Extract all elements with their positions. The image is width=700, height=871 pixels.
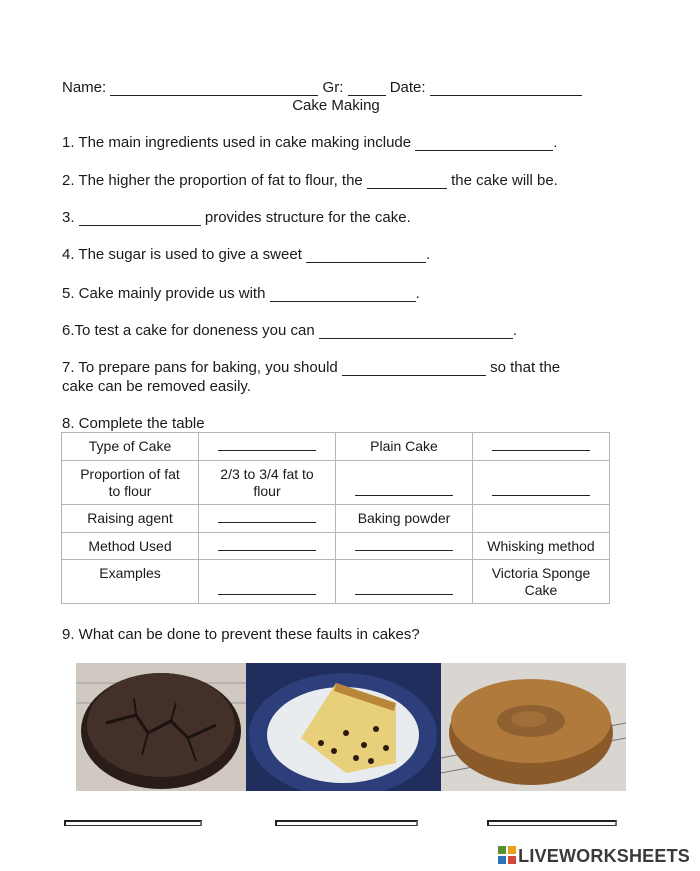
date-label: Date: bbox=[389, 79, 426, 96]
question-1-text: 1. The main ingredients used in cake making include bbox=[62, 134, 412, 151]
table-cell-empty[interactable] bbox=[473, 505, 610, 533]
row-label-method: Method Used bbox=[62, 533, 199, 560]
question-2 bbox=[62, 171, 558, 190]
table-cell-victoria bbox=[473, 560, 610, 604]
table-cell-blank[interactable] bbox=[473, 433, 610, 461]
table-cell-blank[interactable] bbox=[473, 461, 610, 505]
liveworksheets-brand bbox=[498, 846, 690, 867]
question-1 bbox=[62, 133, 557, 152]
proportion-line1: 2/3 to 3/4 fat to bbox=[220, 465, 314, 482]
question-4 bbox=[62, 245, 430, 264]
table-cell-blank[interactable] bbox=[336, 461, 473, 505]
question-2-text: 2. The higher the proportion of fat to flour, the bbox=[62, 172, 363, 189]
question-5-end: . bbox=[415, 285, 420, 302]
row-label-proportion-line2: to flour bbox=[108, 482, 152, 499]
question-6-text: 6.To test a cake for doneness you can bbox=[62, 322, 315, 339]
question-5-text: 5. Cake mainly provide us with bbox=[62, 285, 266, 302]
question-5 bbox=[62, 284, 420, 303]
question-2-end: the cake will be. bbox=[451, 172, 558, 189]
grade-field[interactable] bbox=[348, 81, 386, 96]
date-field[interactable] bbox=[430, 81, 582, 96]
table-row bbox=[62, 461, 610, 505]
name-label: Name: bbox=[62, 79, 107, 96]
grade-label: Gr: bbox=[322, 79, 344, 96]
question-3 bbox=[62, 208, 411, 227]
cake-photos bbox=[76, 663, 626, 791]
cake-table bbox=[61, 432, 610, 604]
page-title: Cake Making bbox=[292, 97, 380, 114]
victoria-line2: Cake bbox=[524, 581, 558, 598]
question-6-end: . bbox=[512, 322, 517, 339]
question-3-number: 3. bbox=[62, 209, 75, 226]
cracked-chocolate-cake-photo bbox=[76, 663, 246, 791]
table-cell-blank[interactable] bbox=[199, 533, 336, 560]
victoria-line1: Victoria Sponge bbox=[491, 564, 591, 581]
proportion-line2: flour bbox=[253, 482, 281, 499]
sunken-sponge-cake-photo bbox=[441, 663, 626, 791]
question-3-text: provides structure for the cake. bbox=[204, 209, 411, 226]
row-label-type: Type of Cake bbox=[62, 433, 199, 461]
row-label-proportion-line1: Proportion of fat bbox=[80, 465, 180, 482]
question-8: 8. Complete the table bbox=[62, 415, 205, 432]
table-row bbox=[62, 533, 610, 560]
answer-1-field[interactable] bbox=[415, 136, 553, 151]
answer-7-field[interactable] bbox=[342, 361, 486, 376]
table-cell-baking-powder: Baking powder bbox=[336, 505, 473, 533]
student-info-row bbox=[62, 79, 582, 96]
question-9: 9. What can be done to prevent these faults in cakes? bbox=[62, 626, 420, 643]
question-7-text: 7. To prepare pans for baking, you should bbox=[62, 359, 338, 376]
sunken-fruit-cake-photo bbox=[246, 663, 441, 791]
question-7-line-2: cake can be removed easily. bbox=[62, 378, 251, 395]
answer-9-line-2[interactable] bbox=[275, 820, 418, 826]
answer-9-line-3[interactable] bbox=[487, 820, 617, 826]
question-7-end: so that the bbox=[490, 359, 561, 376]
table-cell-blank[interactable] bbox=[199, 505, 336, 533]
question-4-end: . bbox=[426, 246, 431, 263]
brand-text: LIVEWORKSHEETS bbox=[518, 846, 690, 866]
liveworksheets-logo-icon bbox=[498, 846, 516, 864]
table-row bbox=[62, 433, 610, 461]
question-7 bbox=[62, 358, 560, 377]
table-cell-blank[interactable] bbox=[336, 560, 473, 604]
question-4-text: 4. The sugar is used to give a sweet bbox=[62, 246, 302, 263]
table-cell-plain-cake: Plain Cake bbox=[336, 433, 473, 461]
table-cell-blank[interactable] bbox=[199, 433, 336, 461]
answer-2-field[interactable] bbox=[367, 174, 447, 189]
question-1-end: . bbox=[553, 134, 558, 151]
row-label-examples: Examples bbox=[62, 560, 199, 604]
table-cell-blank[interactable] bbox=[336, 533, 473, 560]
answer-9-line-1[interactable] bbox=[64, 820, 202, 826]
answer-3-field[interactable] bbox=[79, 211, 201, 226]
answer-5-field[interactable] bbox=[270, 287, 416, 302]
table-row bbox=[62, 560, 610, 604]
question-6 bbox=[62, 321, 517, 340]
name-field[interactable] bbox=[110, 81, 318, 96]
table-cell-whisking: Whisking method bbox=[473, 533, 610, 560]
row-label-proportion bbox=[62, 461, 199, 505]
table-cell-blank[interactable] bbox=[199, 560, 336, 604]
answer-4-field[interactable] bbox=[306, 248, 426, 263]
answer-6-field[interactable] bbox=[319, 324, 513, 339]
table-cell-proportion bbox=[199, 461, 336, 505]
row-label-raising: Raising agent bbox=[62, 505, 199, 533]
table-row bbox=[62, 505, 610, 533]
